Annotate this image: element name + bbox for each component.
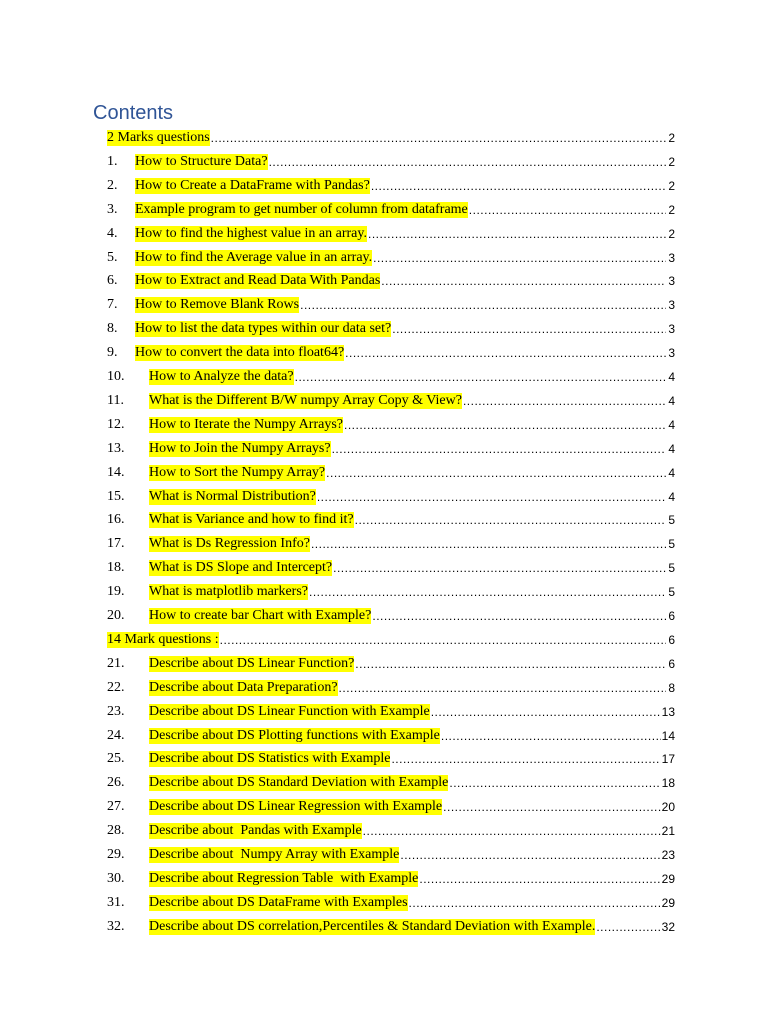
- toc-dot-leader: [309, 584, 666, 600]
- toc-entry-number: 14.: [107, 464, 125, 480]
- toc-entry-number: 13.: [107, 440, 125, 456]
- toc-entry-page-number: 2: [668, 202, 675, 217]
- toc-entry-page-number: 4: [668, 489, 675, 504]
- toc-entry-page-number: 23: [661, 848, 675, 862]
- toc-entry-page-number: 3: [668, 250, 675, 265]
- toc-entry-page-number: 5: [668, 561, 675, 576]
- toc-entry[interactable]: [107, 267, 675, 289]
- toc-entry-title[interactable]: How to Analyze the data?: [149, 369, 294, 384]
- toc-dot-leader: [211, 130, 666, 146]
- toc-dot-leader: [419, 871, 660, 887]
- toc-entry[interactable]: [107, 315, 675, 337]
- toc-entry[interactable]: [107, 913, 675, 935]
- toc-entry[interactable]: [107, 578, 675, 600]
- toc-entry-number: 32.: [107, 918, 125, 934]
- toc-dot-leader: [317, 489, 666, 505]
- toc-entry-number: 20.: [107, 608, 125, 623]
- toc-entry-title[interactable]: How to create bar Chart with Example?: [149, 608, 372, 623]
- toc-entry[interactable]: [107, 698, 675, 720]
- toc-entry-number: 12.: [107, 416, 125, 432]
- toc-entry-number: 31.: [107, 894, 125, 910]
- toc-entry-title[interactable]: How to find the highest value in an array.: [135, 225, 367, 241]
- toc-dot-leader: [392, 321, 666, 337]
- toc-entry[interactable]: [107, 841, 675, 863]
- toc-dot-leader: [344, 417, 666, 433]
- toc-dot-leader: [391, 751, 660, 767]
- toc-entry-number: 22.: [107, 679, 125, 695]
- toc-entry-page-number: 2: [668, 131, 675, 145]
- toc-entry-number: 5.: [107, 249, 118, 265]
- toc-entry-number: 8.: [107, 321, 118, 337]
- toc-dot-leader: [269, 154, 666, 170]
- toc-entry-number: 16.: [107, 512, 125, 528]
- toc-dot-leader: [220, 632, 666, 648]
- toc-dot-leader: [431, 704, 661, 720]
- toc-entry[interactable]: [107, 889, 675, 911]
- toc-entry-title[interactable]: Describe about Pandas with Example: [149, 823, 362, 839]
- toc-dot-leader: [326, 465, 666, 481]
- toc-entry[interactable]: [107, 220, 675, 242]
- toc-entry[interactable]: [107, 530, 675, 552]
- toc-entry-page-number: 29: [661, 895, 675, 910]
- toc-entry-title[interactable]: Describe about DS Plotting functions with Example: [149, 727, 440, 743]
- toc-entry-page-number: 32: [661, 919, 675, 934]
- toc-entry-title[interactable]: Describe about DS Linear Function?: [149, 655, 355, 671]
- toc-entry[interactable]: [107, 339, 675, 361]
- toc-entry-number: 6.: [107, 273, 118, 289]
- toc-entry-page-number: 5: [668, 513, 675, 528]
- toc-dot-leader: [469, 202, 666, 218]
- toc-entry-title[interactable]: Describe about DS Linear Regression with Example: [149, 799, 443, 815]
- toc-entry-title[interactable]: What is Variance and how to find it?: [149, 512, 354, 528]
- toc-entry-number: 24.: [107, 727, 125, 743]
- toc-entry-page-number: 17: [661, 752, 675, 767]
- toc-dot-leader: [363, 823, 661, 839]
- toc-entry-page-number: 3: [668, 346, 675, 361]
- toc-dot-leader: [311, 536, 666, 552]
- toc-entry-title[interactable]: How to convert the data into float64?: [135, 345, 345, 361]
- toc-entry[interactable]: [107, 602, 675, 624]
- toc-entry-number: 7.: [107, 297, 118, 313]
- toc-entry-title[interactable]: How to Iterate the Numpy Arrays?: [149, 416, 343, 432]
- toc-entry-title[interactable]: Example program to get number of column from dataframe: [135, 201, 468, 217]
- toc-entry[interactable]: [107, 244, 675, 266]
- toc-entry-title[interactable]: What is the Different B/W numpy Array Copy & View?: [149, 392, 462, 408]
- toc-entry-title[interactable]: What is Ds Regression Info?: [149, 536, 310, 552]
- toc-entry-title[interactable]: How to find the Average value in an array.: [135, 249, 373, 265]
- toc-entry-number: 18.: [107, 560, 125, 576]
- toc-entry-number: 21.: [107, 655, 125, 671]
- toc-entry-number: 9.: [107, 345, 118, 361]
- toc-entry-page-number: 6: [668, 656, 675, 671]
- toc-heading: Contents: [93, 102, 174, 124]
- toc-entry-number: 11.: [107, 392, 124, 408]
- toc-entry-page-number: 8: [668, 680, 675, 695]
- toc-entry[interactable]: [107, 650, 675, 672]
- toc-entry-page-number: 4: [668, 465, 675, 480]
- toc-entry-number: 27.: [107, 799, 125, 815]
- toc-dot-leader: [355, 656, 666, 672]
- toc-entry-title[interactable]: Describe about DS Linear Function with Example: [149, 703, 430, 719]
- toc-entry-title[interactable]: How to Join the Numpy Arrays?: [149, 440, 331, 456]
- toc-entry[interactable]: [107, 124, 675, 146]
- toc-entry-page-number: 14: [661, 728, 675, 743]
- toc-entry-page-number: 4: [668, 417, 675, 432]
- toc-dot-leader: [441, 728, 661, 744]
- toc-dot-leader: [463, 393, 666, 409]
- toc-entry[interactable]: [107, 674, 675, 696]
- toc-entry-title[interactable]: What is matplotlib markers?: [149, 584, 309, 600]
- toc-dot-leader: [596, 919, 660, 935]
- toc-dot-leader: [443, 799, 660, 815]
- toc-dot-leader: [332, 441, 666, 457]
- toc-entry-number: 10.: [107, 369, 125, 384]
- toc-dot-leader: [371, 178, 666, 194]
- toc-entry-number: 23.: [107, 703, 125, 719]
- toc-entry-title[interactable]: Describe about DS correlation,Percentiles & Standard Deviation with Example.: [149, 918, 596, 934]
- toc-entry-title[interactable]: How to Sort the Numpy Array?: [149, 464, 326, 480]
- toc-entry-title[interactable]: How to Remove Blank Rows: [135, 297, 300, 313]
- toc-dot-leader: [368, 226, 666, 242]
- toc-entry-page-number: 4: [668, 393, 675, 408]
- toc-entry-title[interactable]: What is Normal Distribution?: [149, 488, 316, 504]
- toc-entry-number: 25.: [107, 751, 125, 767]
- toc-entry-title[interactable]: How to list the data types within our data set?: [135, 321, 392, 337]
- toc-entry-title[interactable]: How to Create a DataFrame with Pandas?: [135, 177, 370, 193]
- toc-entry-page-number: 3: [668, 322, 675, 337]
- toc-entry-title[interactable]: 2 Marks questions: [107, 130, 210, 145]
- toc-dot-leader: [449, 775, 660, 791]
- toc-entry-title[interactable]: Describe about DS DataFrame with Examples: [149, 894, 408, 910]
- toc-entry-number: 28.: [107, 823, 125, 839]
- toc-entry[interactable]: [107, 435, 675, 457]
- toc-entry[interactable]: [107, 387, 675, 409]
- toc-entry[interactable]: [107, 363, 675, 385]
- toc-entry-page-number: 18: [661, 776, 675, 791]
- toc-entry-page-number: 6: [668, 609, 675, 623]
- toc-entry[interactable]: [107, 626, 675, 648]
- toc-entry-title[interactable]: Describe about DS Standard Deviation with Example: [149, 775, 449, 791]
- toc-dot-leader: [400, 847, 660, 863]
- toc-entry-page-number: 29: [661, 871, 675, 886]
- toc-entry-number: 26.: [107, 775, 125, 791]
- toc-entry-number: 4.: [107, 225, 118, 241]
- toc-entry-page-number: 4: [668, 370, 675, 384]
- toc-entry-title[interactable]: Describe about Numpy Array with Example: [149, 847, 400, 862]
- toc-entry-number: 1.: [107, 153, 118, 169]
- toc-entry-page-number: 2: [668, 226, 675, 241]
- toc-dot-leader: [333, 560, 666, 576]
- toc-entry-page-number: 6: [668, 632, 675, 647]
- toc-entry-page-number: 5: [668, 585, 675, 600]
- toc-entry-number: 19.: [107, 584, 125, 600]
- toc-entry[interactable]: [107, 411, 675, 433]
- toc-entry-title[interactable]: What is DS Slope and Intercept?: [149, 560, 333, 576]
- toc-entry-number: 17.: [107, 536, 125, 552]
- toc-entry[interactable]: [107, 793, 675, 815]
- toc-entry-title[interactable]: Describe about Regression Table with Example: [149, 870, 419, 886]
- toc-entry-page-number: 3: [668, 298, 675, 313]
- toc-entry-number: 29.: [107, 847, 125, 862]
- toc-entry[interactable]: [107, 148, 675, 170]
- toc-dot-leader: [339, 680, 666, 696]
- toc-entry-title[interactable]: 14 Mark questions :: [107, 631, 219, 647]
- toc-entry[interactable]: [107, 817, 675, 839]
- toc-dot-leader: [345, 345, 666, 361]
- toc-entry[interactable]: [107, 506, 675, 528]
- toc-entry[interactable]: [107, 459, 675, 481]
- toc-entry-page-number: 13: [661, 704, 675, 719]
- toc-dot-leader: [355, 512, 666, 528]
- toc-entry[interactable]: [107, 769, 675, 791]
- toc-dot-leader: [373, 250, 666, 266]
- toc-entry-page-number: 5: [668, 537, 675, 552]
- toc-entry-page-number: 20: [661, 800, 675, 815]
- toc-entry[interactable]: [107, 196, 675, 218]
- toc-dot-leader: [381, 273, 666, 289]
- toc-entry-number: 2.: [107, 177, 118, 193]
- toc-entry-title[interactable]: Describe about DS Statistics with Example: [149, 751, 391, 767]
- toc-dot-leader: [300, 297, 666, 313]
- toc-entry-page-number: 2: [668, 178, 675, 193]
- toc-entry-title[interactable]: How to Structure Data?: [135, 153, 268, 169]
- toc-entry[interactable]: [107, 745, 675, 767]
- toc-entry-number: 30.: [107, 870, 125, 886]
- toc-entry[interactable]: [107, 291, 675, 313]
- toc-entry[interactable]: [107, 172, 675, 194]
- toc-entry[interactable]: [107, 483, 675, 505]
- toc-entry-number: 3.: [107, 201, 118, 217]
- toc-entry-page-number: 4: [668, 441, 675, 456]
- toc-dot-leader: [372, 608, 666, 624]
- toc-entry[interactable]: [107, 554, 675, 576]
- toc-dot-leader: [295, 369, 666, 385]
- toc-entry-page-number: 21: [661, 824, 675, 839]
- toc-entry-page-number: 2: [668, 154, 675, 169]
- toc-entry-number: 15.: [107, 488, 125, 504]
- toc-entry[interactable]: [107, 722, 675, 744]
- toc-entry[interactable]: [107, 865, 675, 887]
- toc-entry-page-number: 3: [668, 274, 675, 289]
- toc-entry-title[interactable]: Describe about Data Preparation?: [149, 679, 338, 695]
- toc-dot-leader: [409, 895, 661, 911]
- toc-entry-title[interactable]: How to Extract and Read Data With Pandas: [135, 273, 381, 289]
